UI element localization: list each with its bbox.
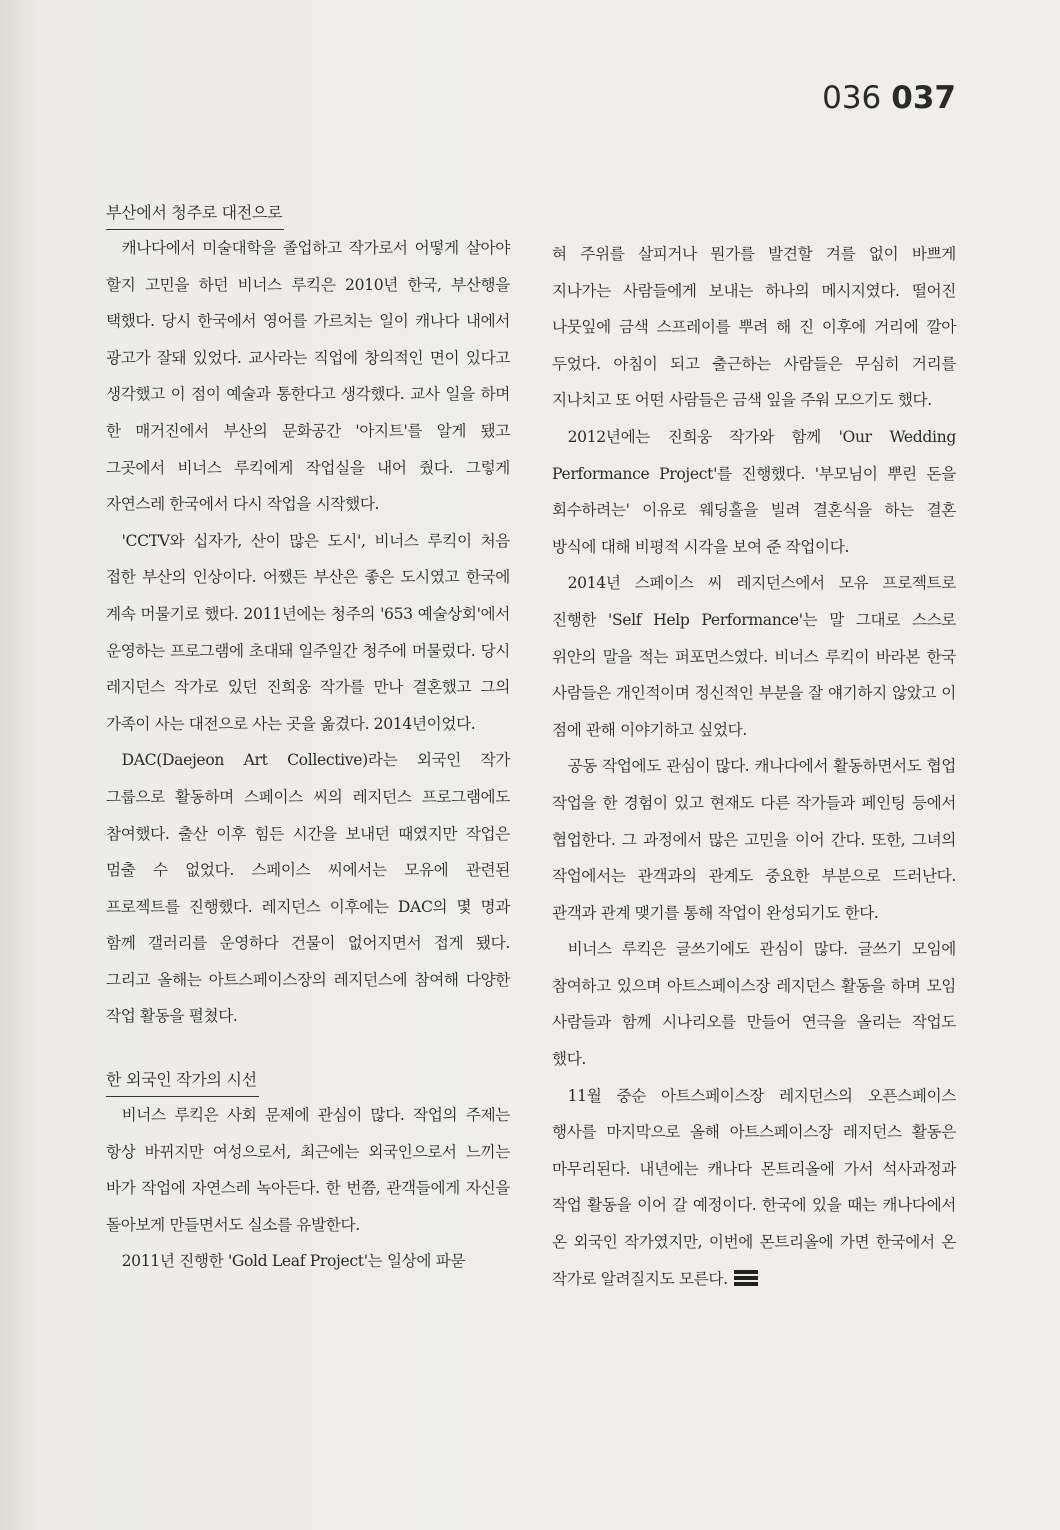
section-heading-perspective: 한 외국인 작가의 시선 bbox=[106, 1065, 259, 1097]
body-paragraph: 비너스 루킥은 글쓰기에도 관심이 많다. 글쓰기 모임에 참여하고 있으며 아트스페이스장 레지던스 활동을 하며 모임 사람들과 함께 시나리오를 만들어 연극을 올리는 작업도 했다. bbox=[552, 940, 956, 1069]
section-heading-busan: 부산에서 청주로 대전으로 bbox=[106, 198, 284, 230]
body-paragraph: 혀 주위를 살피거나 뭔가를 발견할 겨를 없이 바쁘게 지나가는 사람들에게 보내는 하나의 메시지였다. 떨어진 나뭇잎에 금색 스프레이를 뿌려 해 진 이후에 거리에 깔아 두었다. 아침이 되고 출근하는 사람들은 무심히 거리를 지나치고 또 어떤 사람들은 금색 잎을 주워 모으기도 했다. bbox=[552, 245, 956, 410]
body-paragraph: 캐나다에서 미술대학을 졸업하고 작가로서 어떻게 살아야 할지 고민을 하던 비너스 루킥은 2010년 한국, 부산행을 택했다. 당시 한국에서 영어를 가르치는 일이 캐나다 내에서 광고가 잘돼 있었다. 교사라는 직업에 창의적인 면이 있다고 생각했고 이 점이 예술과 통한다고 생각했다. 교사 일을 하며 한 매거진에서 부산의 문화공간 '아지트'를 알게 됐고 그곳에서 비너스 루킥에게 작업실을 내어 줬다. 그렇게 자연스레 한국에서 다시 작업을 시작했다. bbox=[106, 239, 510, 514]
body-paragraph: 공동 작업에도 관심이 많다. 캐나다에서 활동하면서도 협업 작업을 한 경험이 있고 현재도 다른 작가들과 페인팅 등에서 협업한다. 그 과정에서 많은 고민을 이어 간다. 또한, 그녀의 작업에서는 관객과의 관계도 중요한 부분으로 드러난다. 관객과 관계 맺기를 통해 작업이 완성되기도 한다. bbox=[552, 757, 956, 922]
page-number-left: 036 bbox=[822, 80, 882, 116]
right-column bbox=[552, 236, 956, 1297]
page-number-right: 037 bbox=[891, 80, 956, 116]
body-paragraph: 2012년에는 진희웅 작가와 함께 'Our Wedding Performance Project'를 진행했다. '부모님이 뿌린 돈을 회수하려는' 이유로 웨딩홀을 빌려 결혼식을 하는 결혼 방식에 대해 비평적 시각을 보여 준 작업이다. bbox=[552, 427, 956, 556]
body-paragraph: DAC(Daejeon Art Collective)라는 외국인 작가 그룹으로 활동하며 스페이스 씨의 레지던스 프로그램에도 참여했다. 출산 이후 힘든 시간을 보내던 때였지만 작업은 멈출 수 없었다. 스페이스 씨에서는 모유에 관련된 프로젝트를 진행했다. 레지던스 이후에는 DAC의 몇 명과 함께 갤러리를 운영하다 건물이 없어지면서 접게 됐다. 그리고 올해는 아트스페이스장의 레지던스에 참여해 다양한 작업 활동을 펼쳤다. bbox=[106, 751, 510, 1026]
end-of-article-icon bbox=[734, 1270, 758, 1286]
body-paragraph: 'CCTV와 십자가, 산이 많은 도시', 비너스 루킥이 처음 접한 부산의 인상이다. 어쨌든 부산은 좋은 도시였고 한국에 계속 머물기로 했다. 2011년에는 청주의 '653 예술상회'에서 운영하는 프로그램에 초대돼 일주일간 청주에 머물렀다. 당시 레지던스 작가로 있던 진희웅 작가를 만나 결혼했고 그의 가족이 사는 대전으로 사는 곳을 옮겼다. 2014년이었다. bbox=[106, 531, 510, 733]
body-paragraph: 2014년 스페이스 씨 레지던스에서 모유 프로젝트로 진행한 'Self Help Performance'는 말 그대로 스스로 위안의 말을 적는 퍼포먼스였다. 비너스 루킥이 바라본 한국 사람들은 개인적이며 정신적인 부분을 잘 얘기하지 않았고 이 점에 관해 이야기하고 싶었다. bbox=[552, 574, 956, 739]
body-paragraph: 2011년 진행한 'Gold Leaf Project'는 일상에 파묻 bbox=[121, 1252, 466, 1271]
section-gap bbox=[106, 1035, 510, 1065]
body-paragraph: 비너스 루킥은 사회 문제에 관심이 많다. 작업의 주제는 항상 바뀌지만 여성으로서, 최근에는 외국인으로서 느끼는 바가 작업에 자연스레 녹아든다. 한 번쯤, 관객들에게 자신을 돌아보게 만들면서도 실소를 유발한다. bbox=[106, 1106, 510, 1234]
page-numbers bbox=[822, 80, 956, 116]
final-paragraph-text: 11월 중순 아트스페이스장 레지던스의 오픈스페이스 행사를 마지막으로 올해 아트스페이스장 레지던스 활동은 마무리된다. 내년에는 캐나다 몬트리올에 가서 석사과정과 작업 활동을 이어 갈 예정이다. 한국에 있을 때는 캐나다에서 온 외국인 작가였지만, 이번에 몬트리올에 가면 한국에서 온 작가로 알려질지도 모른다. bbox=[552, 1086, 956, 1288]
left-column bbox=[106, 198, 510, 1280]
body-paragraph-final bbox=[552, 1078, 956, 1298]
